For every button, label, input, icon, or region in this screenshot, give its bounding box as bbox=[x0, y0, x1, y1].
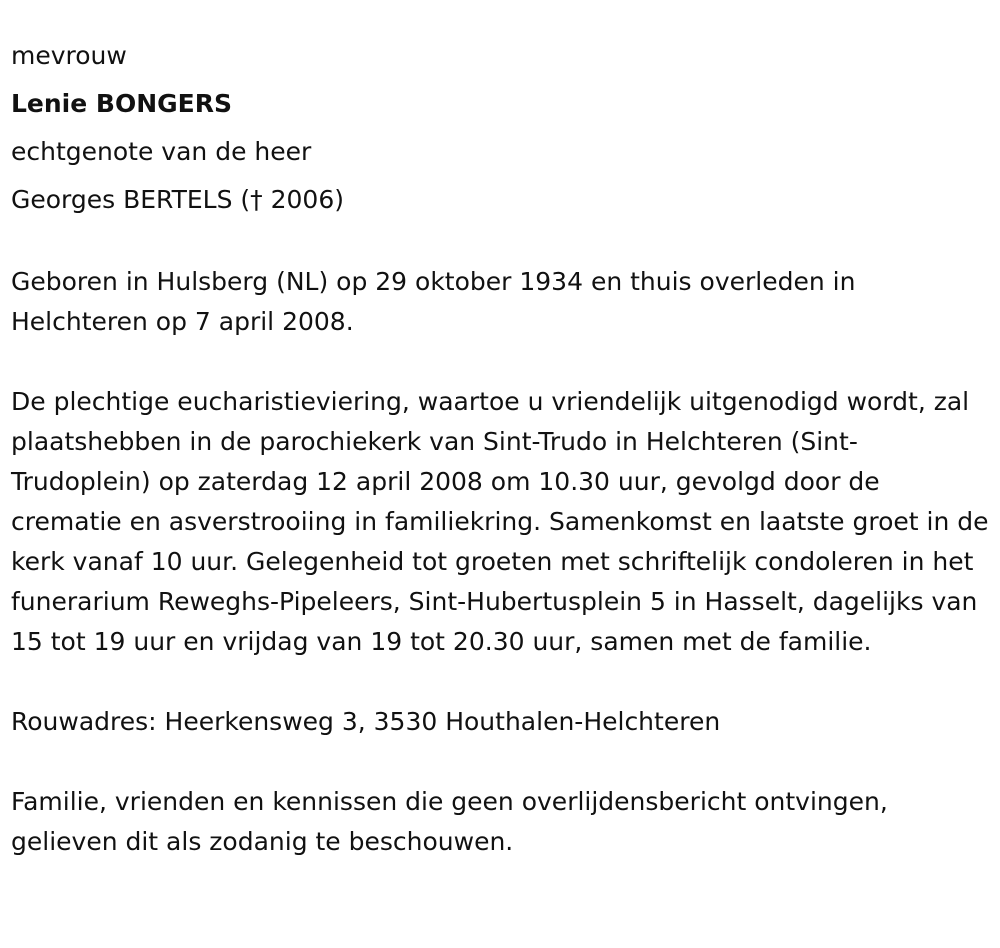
address-paragraph: Rouwadres: Heerkensweg 3, 3530 Houthalen-Helchteren bbox=[11, 707, 721, 736]
birth-death-paragraph: Geboren in Hulsberg (NL) op 29 oktober 1934 en thuis overleden in Helchteren op 7 april 2008. bbox=[11, 267, 856, 336]
ceremony-paragraph: De plechtige eucharistieviering, waartoe u vriendelijk uitgenodigd wordt, zal plaatshebben in de parochiekerk van Sint-Trudo in Helchteren (Sint-Trudoplein) op zaterdag 12 april 2008 om 10.30 uur, gevolgd door de crematie en asverstrooiing in familiekring. Samenkomst en laatste groet in de kerk vanaf 10 uur. Gelegenheid tot groeten met schriftelijk condoleren in het funerarium Reweghs-Pipeleers, Sint-Hubertusplein 5 in Hasselt, dagelijks van 15 tot 19 uur en vrijdag van 19 tot 20.30 uur, samen met de familie. bbox=[11, 387, 989, 656]
spouse-name: Georges BERTELS († 2006) bbox=[11, 185, 344, 214]
title-prefix: mevrouw bbox=[11, 41, 127, 70]
relation-text: echtgenote van de heer bbox=[11, 137, 312, 166]
deceased-name: Lenie BONGERS bbox=[11, 89, 232, 118]
closing-paragraph: Familie, vrienden en kennissen die geen overlijdensbericht ontvingen, gelieven dit als zodanig te beschouwen. bbox=[11, 787, 888, 856]
death-notice bbox=[0, 32, 1000, 862]
